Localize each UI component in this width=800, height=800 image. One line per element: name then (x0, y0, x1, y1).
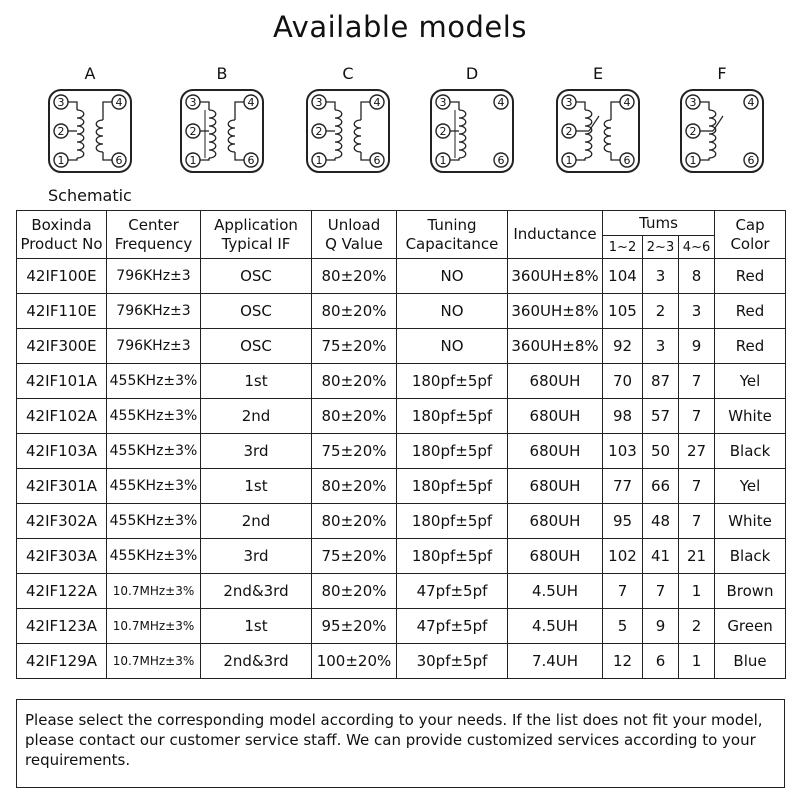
cap-color-cell: Blue (715, 644, 786, 679)
model-letter: B (216, 64, 228, 83)
transformer-schematic (429, 88, 515, 174)
model-c (298, 62, 398, 174)
frequency-cell: 455KHz±3% (107, 434, 201, 469)
table-row (17, 539, 786, 574)
pin-label: 2 (189, 125, 197, 138)
capacitance-cell: NO (397, 259, 508, 294)
lead-wire (68, 102, 77, 110)
inductance-cell: 360UH±8% (508, 259, 603, 294)
lead-wire (200, 102, 209, 110)
turns-1-2-cell: 105 (603, 294, 643, 329)
pin-label: 2 (57, 125, 65, 138)
cap-color-cell: Green (715, 609, 786, 644)
frequency-cell: 455KHz±3% (107, 469, 201, 504)
lead-wire (450, 102, 459, 110)
table-row (17, 434, 786, 469)
lead-wire (361, 152, 370, 160)
pin-label: 6 (747, 154, 755, 167)
page-title: Available models (273, 10, 527, 44)
cap-color-cell: Black (715, 434, 786, 469)
cap-color-cell: White (715, 399, 786, 434)
frequency-cell: 796KHz±3 (107, 294, 201, 329)
turns-4-6-cell: 8 (679, 259, 715, 294)
pin-label: 6 (247, 154, 255, 167)
cap-color-cell: Brown (715, 574, 786, 609)
spec-table (16, 210, 786, 679)
lead-wire (576, 102, 585, 110)
lead-wire (103, 102, 112, 120)
pin-label: 3 (439, 96, 447, 109)
inductance-cell: 680UH (508, 469, 603, 504)
turns-4-6-cell: 7 (679, 399, 715, 434)
pin-label: 3 (189, 96, 197, 109)
frequency-cell: 10.7MHz±3% (107, 644, 201, 679)
cap-color-cell: Black (715, 539, 786, 574)
model-letter: A (84, 64, 96, 83)
table-row (17, 504, 786, 539)
capacitance-cell: 180pf±5pf (397, 504, 508, 539)
q-value-cell: 75±20% (312, 329, 397, 364)
pin-label: 4 (115, 96, 123, 109)
primary-coil (77, 110, 84, 158)
turns-2-3-cell: 7 (643, 574, 679, 609)
header-cap-color: Cap Color (715, 211, 786, 259)
product-no-cell: 42IF102A (17, 399, 107, 434)
inductance-cell: 360UH±8% (508, 329, 603, 364)
secondary-coil (354, 120, 361, 152)
turns-1-2-cell: 70 (603, 364, 643, 399)
product-no-cell: 42IF110E (17, 294, 107, 329)
lead-wire (200, 158, 209, 160)
product-no-cell: 42IF103A (17, 434, 107, 469)
turns-2-3-cell: 50 (643, 434, 679, 469)
application-cell: 1st (201, 609, 312, 644)
application-cell: 2nd&3rd (201, 574, 312, 609)
turns-4-6-cell: 7 (679, 504, 715, 539)
transformer-schematic (179, 88, 265, 174)
pin-label: 1 (689, 154, 697, 167)
header-turns-1-2: 1~2 (603, 236, 643, 259)
lead-wire (326, 102, 335, 110)
turns-4-6-cell: 1 (679, 574, 715, 609)
inductance-cell: 360UH±8% (508, 294, 603, 329)
table-row (17, 644, 786, 679)
pin-label: 6 (497, 154, 505, 167)
capacitance-cell: 30pf±5pf (397, 644, 508, 679)
application-cell: 2nd&3rd (201, 644, 312, 679)
turns-4-6-cell: 21 (679, 539, 715, 574)
turns-2-3-cell: 66 (643, 469, 679, 504)
lead-wire (103, 152, 112, 160)
product-no-cell: 42IF123A (17, 609, 107, 644)
q-value-cell: 75±20% (312, 539, 397, 574)
cap-color-cell: Yel (715, 469, 786, 504)
application-cell: 1st (201, 364, 312, 399)
pin-label: 4 (747, 96, 755, 109)
model-schematics (40, 62, 780, 192)
pin-label: 4 (373, 96, 381, 109)
turns-1-2-cell: 12 (603, 644, 643, 679)
q-value-cell: 95±20% (312, 609, 397, 644)
capacitance-cell: 47pf±5pf (397, 574, 508, 609)
model-d (422, 62, 522, 174)
capacitance-cell: 180pf±5pf (397, 399, 508, 434)
turns-4-6-cell: 1 (679, 644, 715, 679)
product-no-cell: 42IF300E (17, 329, 107, 364)
lead-wire (326, 158, 335, 160)
pin-label: 3 (57, 96, 65, 109)
turns-2-3-cell: 2 (643, 294, 679, 329)
application-cell: 1st (201, 469, 312, 504)
cap-color-cell: White (715, 504, 786, 539)
turns-2-3-cell: 6 (643, 644, 679, 679)
header-product: Boxinda Product No (17, 211, 107, 259)
application-cell: OSC (201, 294, 312, 329)
model-letter: D (465, 64, 479, 83)
primary-coil (209, 110, 216, 158)
turns-1-2-cell: 7 (603, 574, 643, 609)
lead-wire (235, 152, 244, 160)
q-value-cell: 75±20% (312, 434, 397, 469)
header-turns-2-3: 2~3 (643, 236, 679, 259)
lead-wire (700, 102, 709, 110)
pin-label: 1 (439, 154, 447, 167)
frequency-cell: 455KHz±3% (107, 539, 201, 574)
model-a (40, 62, 140, 174)
cap-color-cell: Yel (715, 364, 786, 399)
q-value-cell: 80±20% (312, 574, 397, 609)
pin-label: 6 (115, 154, 123, 167)
inductance-cell: 680UH (508, 539, 603, 574)
pin-label: 1 (565, 154, 573, 167)
table-row (17, 259, 786, 294)
primary-coil (459, 110, 466, 158)
header-inductance: Inductance (508, 211, 603, 259)
product-no-cell: 42IF100E (17, 259, 107, 294)
turns-1-2-cell: 5 (603, 609, 643, 644)
frequency-cell: 10.7MHz±3% (107, 574, 201, 609)
lead-wire (576, 158, 585, 160)
q-value-cell: 80±20% (312, 364, 397, 399)
capacitance-cell: 47pf±5pf (397, 609, 508, 644)
lead-wire (361, 102, 370, 120)
q-value-cell: 80±20% (312, 504, 397, 539)
cap-color-cell: Red (715, 294, 786, 329)
turns-1-2-cell: 104 (603, 259, 643, 294)
lead-wire (611, 152, 620, 160)
header-application: Application Typical IF (201, 211, 312, 259)
pin-label: 2 (315, 125, 323, 138)
q-value-cell: 80±20% (312, 469, 397, 504)
turns-1-2-cell: 103 (603, 434, 643, 469)
lead-wire (611, 102, 620, 120)
q-value-cell: 80±20% (312, 399, 397, 434)
inductance-cell: 680UH (508, 434, 603, 469)
header-capacitance: Tuning Capacitance (397, 211, 508, 259)
frequency-cell: 455KHz±3% (107, 364, 201, 399)
table-row (17, 469, 786, 504)
inductance-cell: 4.5UH (508, 574, 603, 609)
pin-label: 2 (689, 125, 697, 138)
pin-label: 4 (497, 96, 505, 109)
cap-color-cell: Red (715, 259, 786, 294)
turns-4-6-cell: 27 (679, 434, 715, 469)
pin-label: 1 (57, 154, 65, 167)
secondary-coil (228, 120, 235, 152)
secondary-coil (96, 120, 103, 152)
lead-wire (68, 158, 77, 160)
transformer-schematic (47, 88, 133, 174)
transformer-schematic (679, 88, 765, 174)
frequency-cell: 455KHz±3% (107, 399, 201, 434)
turns-4-6-cell: 7 (679, 364, 715, 399)
header-turns: Tums (603, 211, 715, 236)
turns-1-2-cell: 92 (603, 329, 643, 364)
product-no-cell: 42IF301A (17, 469, 107, 504)
turns-2-3-cell: 9 (643, 609, 679, 644)
pin-label: 3 (565, 96, 573, 109)
transformer-schematic (305, 88, 391, 174)
product-no-cell: 42IF129A (17, 644, 107, 679)
tap-wire (713, 116, 723, 131)
model-letter: E (592, 64, 604, 83)
turns-2-3-cell: 87 (643, 364, 679, 399)
inductance-cell: 4.5UH (508, 609, 603, 644)
turns-4-6-cell: 9 (679, 329, 715, 364)
turns-2-3-cell: 3 (643, 259, 679, 294)
turns-1-2-cell: 77 (603, 469, 643, 504)
pin-label: 4 (623, 96, 631, 109)
q-value-cell: 80±20% (312, 294, 397, 329)
product-no-cell: 42IF122A (17, 574, 107, 609)
primary-coil (585, 110, 592, 158)
pin-label: 2 (565, 125, 573, 138)
inductance-cell: 7.4UH (508, 644, 603, 679)
application-cell: OSC (201, 329, 312, 364)
secondary-coil (604, 120, 611, 152)
capacitance-cell: 180pf±5pf (397, 469, 508, 504)
turns-4-6-cell: 7 (679, 469, 715, 504)
turns-4-6-cell: 3 (679, 294, 715, 329)
primary-coil (709, 110, 716, 158)
pin-label: 6 (373, 154, 381, 167)
header-turns-4-6: 4~6 (679, 236, 715, 259)
schematic-label: Schematic (48, 186, 132, 205)
lead-wire (700, 158, 709, 160)
tap-wire (589, 116, 599, 131)
lead-wire (450, 158, 459, 160)
header-q-value: Unload Q Value (312, 211, 397, 259)
capacitance-cell: 180pf±5pf (397, 539, 508, 574)
model-letter: C (342, 64, 354, 83)
inductance-cell: 680UH (508, 364, 603, 399)
turns-4-6-cell: 2 (679, 609, 715, 644)
frequency-cell: 10.7MHz±3% (107, 609, 201, 644)
frequency-cell: 796KHz±3 (107, 329, 201, 364)
capacitance-cell: NO (397, 294, 508, 329)
pin-label: 1 (189, 154, 197, 167)
turns-1-2-cell: 98 (603, 399, 643, 434)
product-no-cell: 42IF303A (17, 539, 107, 574)
pin-label: 3 (689, 96, 697, 109)
model-e (548, 62, 648, 174)
application-cell: 2nd (201, 504, 312, 539)
table-row (17, 364, 786, 399)
q-value-cell: 80±20% (312, 259, 397, 294)
inductance-cell: 680UH (508, 504, 603, 539)
table-row (17, 609, 786, 644)
pin-label: 1 (315, 154, 323, 167)
turns-2-3-cell: 41 (643, 539, 679, 574)
pin-label: 4 (247, 96, 255, 109)
turns-1-2-cell: 102 (603, 539, 643, 574)
pin-label: 2 (439, 125, 447, 138)
turns-2-3-cell: 57 (643, 399, 679, 434)
capacitance-cell: 180pf±5pf (397, 434, 508, 469)
application-cell: 3rd (201, 539, 312, 574)
cap-color-cell: Red (715, 329, 786, 364)
capacitance-cell: NO (397, 329, 508, 364)
primary-coil (335, 110, 342, 158)
application-cell: OSC (201, 259, 312, 294)
turns-1-2-cell: 95 (603, 504, 643, 539)
model-f (672, 62, 772, 174)
lead-wire (235, 102, 244, 120)
inductance-cell: 680UH (508, 399, 603, 434)
model-b (172, 62, 272, 174)
model-letter: F (717, 64, 727, 83)
product-no-cell: 42IF101A (17, 364, 107, 399)
turns-2-3-cell: 3 (643, 329, 679, 364)
capacitance-cell: 180pf±5pf (397, 364, 508, 399)
q-value-cell: 100±20% (312, 644, 397, 679)
frequency-cell: 455KHz±3% (107, 504, 201, 539)
table-row (17, 574, 786, 609)
pin-label: 6 (623, 154, 631, 167)
turns-2-3-cell: 48 (643, 504, 679, 539)
table-row (17, 399, 786, 434)
table-row (17, 294, 786, 329)
header-frequency: Center Frequency (107, 211, 201, 259)
table-row (17, 329, 786, 364)
application-cell: 2nd (201, 399, 312, 434)
frequency-cell: 796KHz±3 (107, 259, 201, 294)
transformer-schematic (555, 88, 641, 174)
pin-label: 3 (315, 96, 323, 109)
product-no-cell: 42IF302A (17, 504, 107, 539)
footer-note: Please select the corresponding model according to your needs. If the list does not fit your model, please contact our customer service staff. We can provide customized services according to your requirements. (16, 699, 785, 788)
application-cell: 3rd (201, 434, 312, 469)
